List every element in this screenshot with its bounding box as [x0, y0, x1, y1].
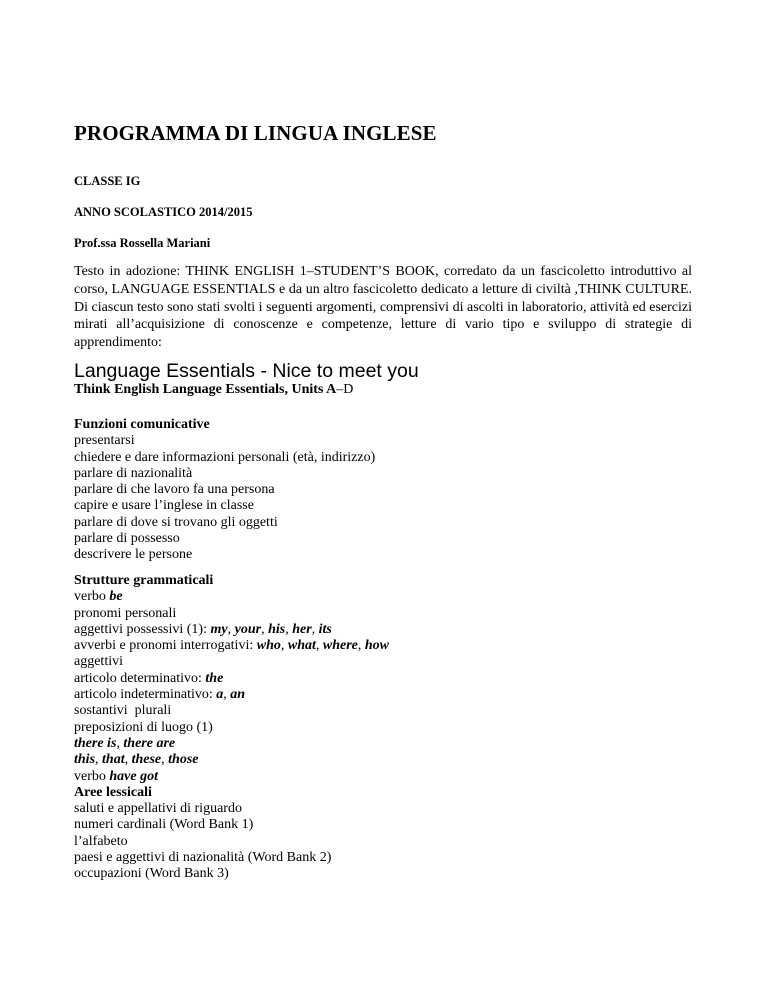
list-item: l’alfabeto [74, 833, 128, 849]
aree-lessicali-heading: Aree lessicali [74, 784, 152, 800]
list-item: preposizioni di luogo (1) [74, 719, 213, 735]
section-subtitle [74, 382, 353, 398]
class-label: CLASSE IG [74, 174, 141, 188]
teacher-name: Prof.ssa Rossella Mariani [74, 236, 211, 250]
list-item: saluti e appellativi di riguardo [74, 801, 242, 817]
list-item: there is, there are [74, 735, 176, 751]
list-item: aggettivi possessivi (1): my, your, his, her, its [74, 621, 332, 637]
list-item: parlare di nazionalità [74, 465, 193, 481]
list-item: verbo have got [74, 768, 158, 784]
list-item: occupazioni (Word Bank 3) [74, 866, 229, 882]
list-item: sostantivi plurali [74, 703, 172, 719]
section-title: Language Essentials - Nice to meet you [74, 360, 419, 382]
list-item: paesi e aggettivi di nazionalità (Word Bank 2) [74, 850, 332, 866]
strutture-heading: Strutture grammaticali [74, 573, 214, 588]
list-item: descrivere le persone [74, 547, 193, 563]
funzioni-heading: Funzioni comunicative [74, 417, 210, 432]
section-subtitle-units: –D [336, 382, 354, 397]
list-item: parlare di possesso [74, 531, 180, 547]
section-subtitle-bold: Think English Language Essentials, Units A [74, 382, 337, 397]
list-item: presentarsi [74, 433, 135, 449]
list-item: articolo determinativo: the [74, 670, 224, 686]
list-item: parlare di che lavoro fa una persona [74, 482, 275, 498]
intro-paragraph: Testo in adozione: THINK ENGLISH 1–STUDENT’S BOOK, corredato da un fascicoletto introduttivo al corso, LANGUAGE ESSENTIALS e da un altro fascicoletto dedicato a letture di civiltà ,THINK CULTURE. Di ciascun testo sono stati svolti i seguenti argomenti, comprensivi di ascolti in laboratorio, attività ed esercizi mirati all’acquisizione di conoscenze e competenze, letture di vario tipo e sviluppo di strategie di apprendimento: [74, 264, 692, 351]
list-item: pronomi personali [74, 605, 177, 621]
list-item: numeri cardinali (Word Bank 1) [74, 817, 254, 833]
list-item: avverbi e pronomi interrogativi: who, what, where, how [74, 638, 389, 654]
school-year-label: ANNO SCOLASTICO 2014/2015 [74, 205, 253, 219]
list-item: articolo indeterminativo: a, an [74, 687, 246, 703]
list-item: capire e usare l’inglese in classe [74, 498, 254, 514]
list-item: aggettivi [74, 654, 123, 670]
list-item: this, that, these, those [74, 752, 199, 768]
list-item: chiedere e dare informazioni personali (età, indirizzo) [74, 449, 376, 465]
strutture-grammaticali-section [74, 573, 389, 883]
page-title: PROGRAMMA DI LINGUA INGLESE [74, 121, 437, 145]
list-item: parlare di dove si trovano gli oggetti [74, 514, 278, 530]
list-item: verbo be [74, 589, 123, 605]
funzioni-comunicative-section [74, 417, 375, 564]
